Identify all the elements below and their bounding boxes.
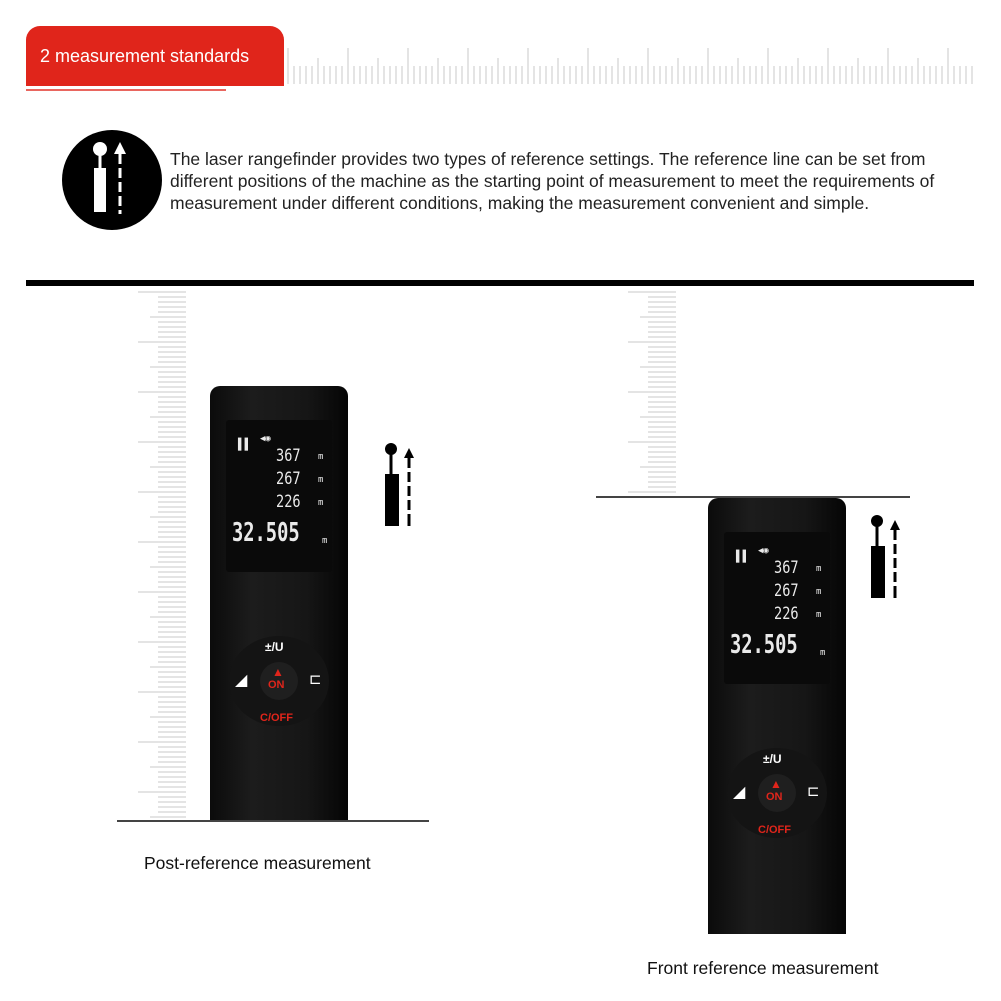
lcd-battery-icon: ▌▌: [238, 438, 252, 451]
measure-mode-icon[interactable]: ◢: [733, 784, 746, 801]
key-plus-minus-unit[interactable]: ±/U: [763, 752, 782, 766]
c-off-button[interactable]: C/OFF: [260, 712, 293, 724]
title-banner: [26, 26, 284, 86]
on-arrow-icon: ▲: [770, 777, 782, 791]
c-off-button[interactable]: C/OFF: [758, 824, 791, 836]
lcd-unit-2: m: [816, 587, 822, 597]
lcd-battery-icon: ▌▌: [736, 550, 750, 563]
left-caption: Post-reference measurement: [144, 853, 371, 873]
lcd-reading-1: 367: [774, 558, 799, 578]
lcd-reading-3: 226: [276, 492, 301, 512]
on-button[interactable]: [260, 662, 298, 700]
lcd-reading-3: 226: [774, 604, 799, 624]
left-lcd-screen: [226, 420, 332, 572]
left-vertical-ruler: [138, 290, 188, 820]
lcd-unit-2: m: [318, 475, 324, 485]
on-button[interactable]: [758, 774, 796, 812]
lcd-unit-3: m: [816, 610, 822, 620]
lcd-reading-1: 367: [276, 446, 301, 466]
lcd-laser-icon: ◀◉: [758, 546, 769, 556]
banner-underline: [26, 89, 226, 91]
lcd-main-unit: m: [322, 536, 328, 546]
area-mode-icon[interactable]: ⊏: [807, 783, 820, 800]
lcd-unit-1: m: [816, 564, 822, 574]
right-vertical-ruler: [628, 290, 678, 496]
area-mode-icon[interactable]: ⊏: [309, 671, 322, 688]
reference-icon: [868, 514, 902, 600]
lcd-main-reading: 32.505: [730, 630, 798, 660]
right-lcd-screen: [724, 532, 830, 684]
left-rangefinder-device: [210, 386, 348, 820]
lcd-unit-3: m: [318, 498, 324, 508]
key-plus-minus-unit[interactable]: ±/U: [265, 640, 284, 654]
on-arrow-icon: ▲: [272, 665, 284, 679]
section-divider: [26, 280, 974, 286]
lcd-reading-2: 267: [276, 469, 301, 489]
measure-mode-icon[interactable]: ◢: [235, 672, 248, 689]
right-rangefinder-device: [708, 498, 846, 934]
reference-icon: [382, 442, 416, 528]
lcd-main-unit: m: [820, 648, 826, 658]
banner-label: 2 measurement standards: [40, 45, 250, 66]
top-ruler-decoration: [286, 22, 976, 86]
left-reference-line: [117, 820, 429, 822]
lcd-reading-2: 267: [774, 581, 799, 601]
lcd-main-reading: 32.505: [232, 518, 300, 548]
lcd-unit-1: m: [318, 452, 324, 462]
on-label: ON: [766, 791, 783, 803]
reference-icon: [62, 130, 162, 230]
description-text: The laser rangefinder provides two types of reference settings. The reference line can be set from different positions of the machine as the starting point of measurement to meet the requirements of measurement under different conditions, making the measurement convenient and simple.: [170, 149, 935, 213]
lcd-laser-icon: ◀◉: [260, 434, 271, 444]
right-caption: Front reference measurement: [647, 958, 879, 978]
on-label: ON: [268, 679, 285, 691]
